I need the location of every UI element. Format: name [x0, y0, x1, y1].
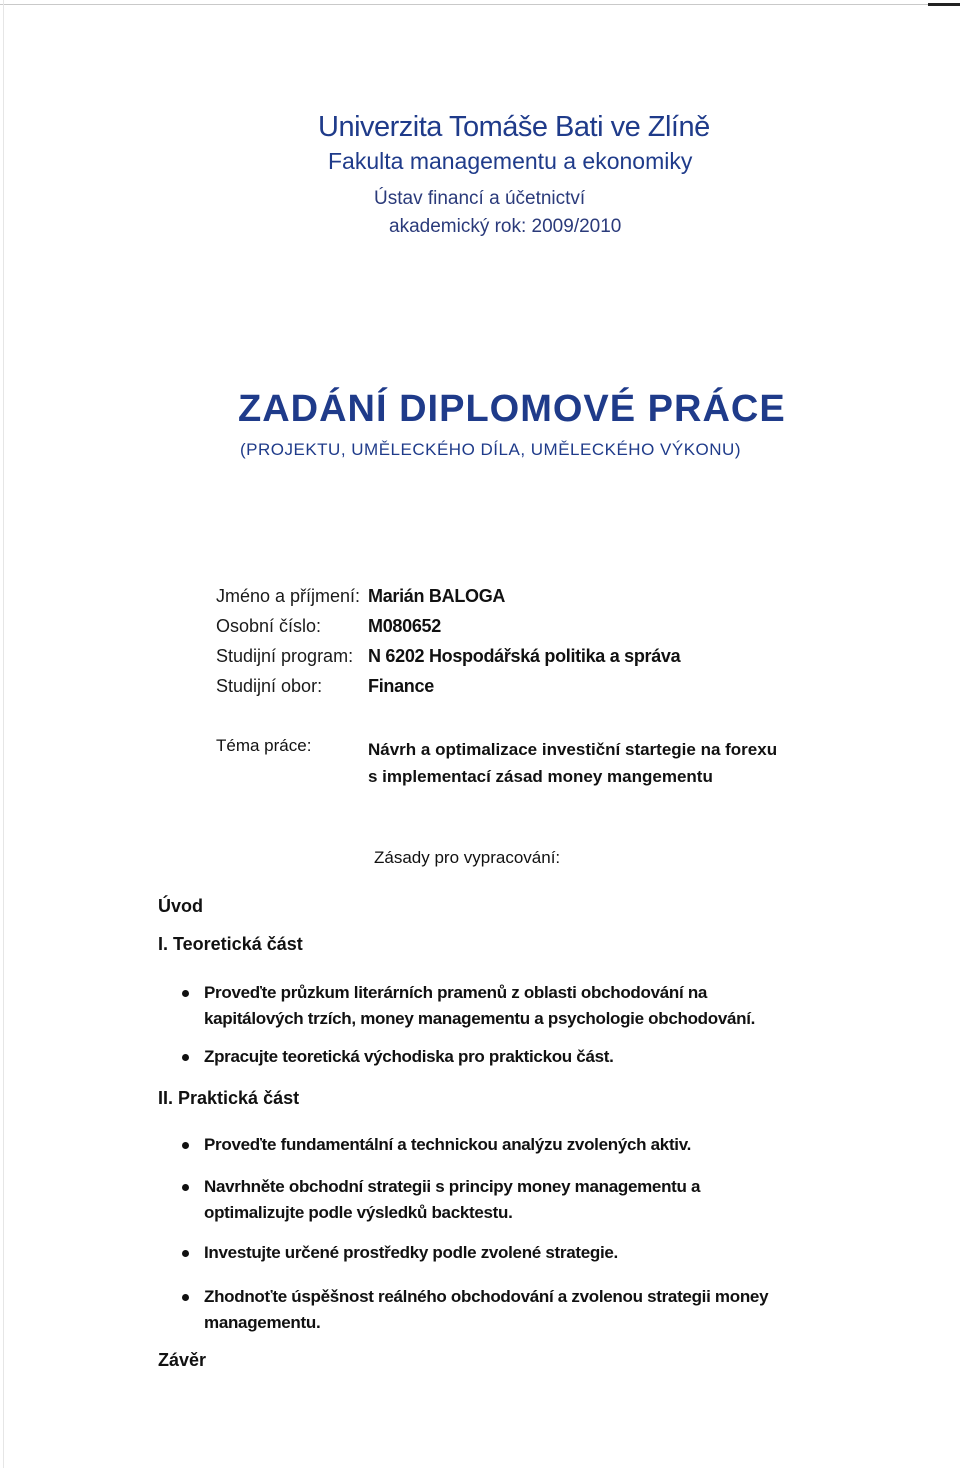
section-practice: II. Praktická část: [158, 1088, 300, 1108]
principles-heading: Zásady pro vypracování:: [374, 848, 561, 867]
list-item-text: Proveďte fundamentální a technickou analýzu zvolených aktiv.: [204, 1135, 692, 1154]
faculty-name: Fakulta managementu a ekonomiky: [328, 148, 693, 174]
bullet-icon: [182, 1054, 189, 1061]
scan-edge: [3, 0, 4, 1468]
study-program-value: N 6202 Hospodářská politika a správa: [368, 646, 681, 666]
top-rule-mark: [928, 3, 960, 6]
section-theory: I. Teoretická část: [158, 934, 303, 954]
student-name-label: Jméno a příjmení:: [216, 586, 361, 606]
thesis-topic-label: Téma práce:: [216, 736, 312, 755]
bullet-icon: [182, 1142, 189, 1149]
student-id-value: M080652: [368, 616, 441, 636]
list-item-text: Zhodnoťte úspěšnost reálného obchodování a zvolenou strategii money managementu.: [204, 1287, 769, 1332]
thesis-topic-value: Návrh a optimalizace investiční startegie na forexu s implementací zásad money mangementu: [368, 740, 778, 786]
institute-name: Ústav financí a účetnictví: [374, 188, 586, 209]
top-rule: [0, 4, 960, 5]
list-item-text: Zpracujte teoretická východiska pro praktickou část.: [204, 1047, 614, 1066]
bullet-icon: [182, 1184, 189, 1191]
list-item-text: Proveďte průzkum literárních pramenů z oblasti obchodování na kapitálových trzích, money managementu a psychologie obchodování.: [204, 983, 756, 1028]
academic-year: akademický rok: 2009/2010: [389, 216, 622, 237]
student-id-label: Osobní číslo:: [216, 616, 322, 636]
study-program-label: Studijní program:: [216, 646, 354, 666]
study-field-value: Finance: [368, 676, 434, 696]
document-subtitle: (PROJEKTU, UMĚLECKÉHO DÍLA, UMĚLECKÉHO VÝKONU): [240, 440, 741, 459]
list-item-text: Navrhněte obchodní strategii s principy money managementu a optimalizujte podle výsledků backtestu.: [204, 1177, 701, 1222]
section-conclusion: Závěr: [158, 1350, 207, 1370]
section-introduction: Úvod: [158, 896, 203, 916]
bullet-icon: [182, 990, 189, 997]
university-name: Univerzita Tomáše Bati ve Zlíně: [318, 111, 710, 143]
study-field-label: Studijní obor:: [216, 676, 323, 696]
bullet-icon: [182, 1250, 189, 1257]
document-header: [318, 108, 798, 237]
document-title: ZADÁNÍ DIPLOMOVÉ PRÁCE: [238, 388, 786, 430]
list-item-text: Investujte určené prostředky podle zvolené strategie.: [204, 1243, 618, 1262]
bullet-icon: [182, 1294, 189, 1301]
student-name-value: Marián BALOGA: [368, 586, 506, 606]
